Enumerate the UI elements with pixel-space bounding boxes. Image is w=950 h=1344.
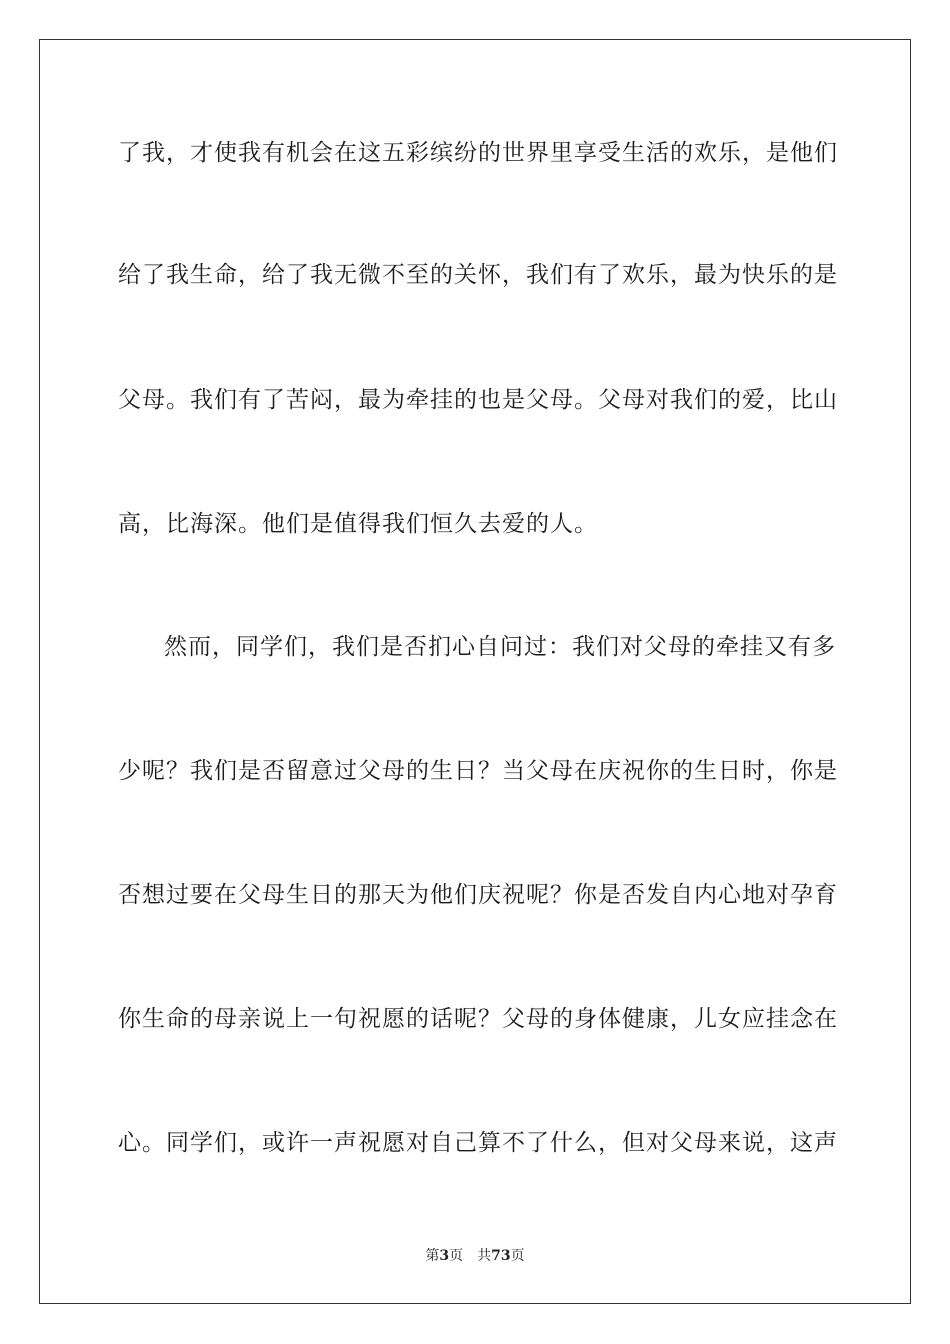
text-line-1: 了我，才使我有机会在这五彩缤纷的世界里享受生活的欢乐，是他们 — [118, 140, 838, 166]
footer-total-prefix: 共 — [477, 1248, 492, 1264]
text-line-9: 心。同学们，或许一声祝愿对自己算不了什么，但对父母来说，这声 — [118, 1130, 838, 1156]
text-line-8: 你生命的母亲说上一句祝愿的话呢？父母的身体健康，儿女应挂念在 — [118, 1006, 838, 1032]
footer-page-suffix: 页 — [449, 1248, 464, 1264]
text-line-7: 否想过要在父母生日的那天为他们庆祝呢？你是否发自内心地对孕育 — [118, 882, 838, 908]
text-line-5: 然而，同学们，我们是否扪心自问过：我们对父母的牵挂又有多 — [164, 634, 836, 660]
page-border — [39, 39, 911, 1304]
page-footer — [0, 1247, 950, 1265]
footer-page-number: 3 — [439, 1248, 450, 1264]
footer-total-pages: 73 — [491, 1248, 511, 1264]
text-line-3: 父母。我们有了苦闷，最为牵挂的也是父母。父母对我们的爱，比山 — [118, 387, 838, 413]
footer-total-suffix: 页 — [510, 1248, 525, 1264]
text-line-2: 给了我生命，给了我无微不至的关怀，我们有了欢乐，最为快乐的是 — [118, 262, 838, 288]
text-line-4: 高，比海深。他们是值得我们恒久去爱的人。 — [118, 511, 598, 537]
footer-page-prefix: 第 — [425, 1248, 440, 1264]
text-line-6: 少呢？我们是否留意过父母的生日？当父母在庆祝你的生日时，你是 — [118, 758, 838, 784]
